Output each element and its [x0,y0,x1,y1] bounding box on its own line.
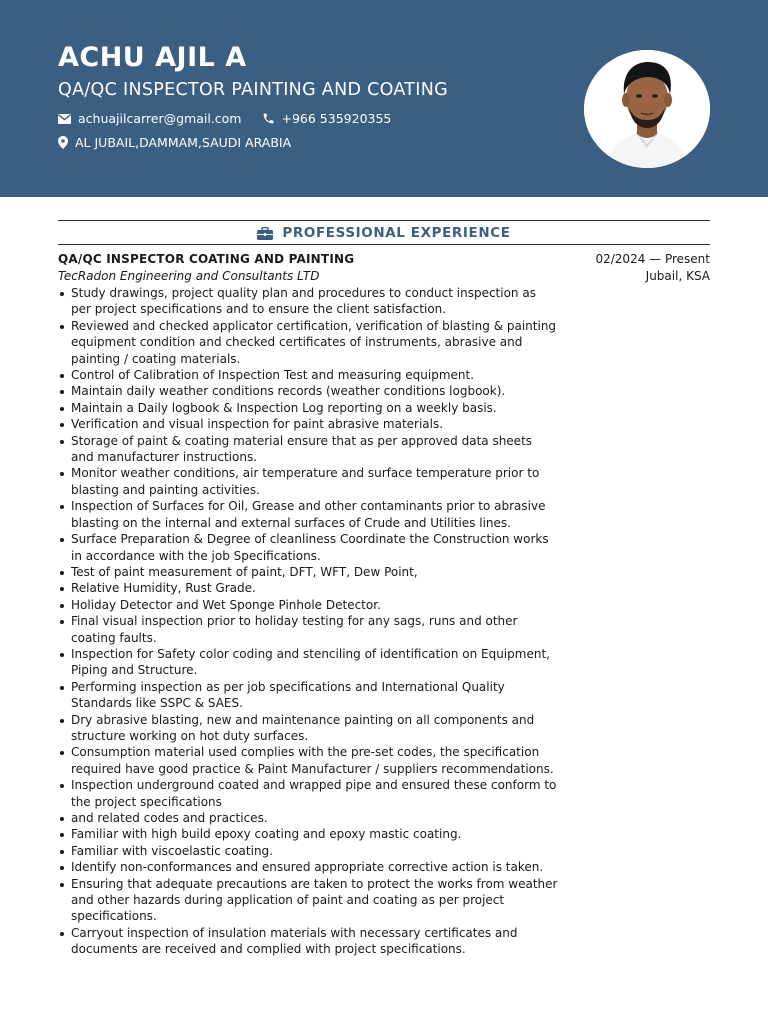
section-rule-bottom [58,244,710,245]
section-title-text: PROFESSIONAL EXPERIENCE [282,225,511,241]
list-item: Familiar with high build epoxy coating and epoxy mastic coating. [58,826,558,842]
list-item: Maintain daily weather conditions records (weather conditions logbook). [58,383,558,399]
list-item: Reviewed and checked applicator certification, verification of blasting & painting equipment condition and checked certificates of instruments, abrasive and painting / coating materials. [58,318,558,367]
section-rule-top [58,220,710,221]
list-item: Storage of paint & coating material ensure that as per approved data sheets and manufacturer instructions. [58,433,558,466]
header-banner [0,0,768,197]
avatar [584,50,710,168]
location-text: AL JUBAIL,DAMMAM,SAUDI ARABIA [75,135,292,150]
phone-icon [262,112,275,125]
section-heading [58,222,710,244]
list-item: Familiar with viscoelastic coating. [58,843,558,859]
phone-contact[interactable] [262,111,392,126]
profile-photo [584,50,710,168]
list-item: Control of Calibration of Inspection Test and measuring equipment. [58,367,558,383]
candidate-role: QA/QC INSPECTOR PAINTING AND COATING [58,80,448,100]
list-item: Identify non-conformances and ensured appropriate corrective action is taken. [58,859,558,875]
candidate-name: ACHU AJIL A [58,42,247,73]
briefcase-icon [257,227,273,240]
list-item: Test of paint measurement of paint, DFT, WFT, Dew Point, [58,564,558,580]
contact-row [58,111,391,126]
list-item: Ensuring that adequate precautions are taken to protect the works from weather and other hazards during application of paint and coating as per project specifications. [58,876,558,925]
list-item: Study drawings, project quality plan and procedures to conduct inspection as per project specifications and to ensure the client satisfaction. [58,285,558,318]
location-pin-icon [58,136,68,149]
email-text: achuajilcarrer@gmail.com [78,111,242,126]
list-item: Surface Preparation & Degree of cleanliness Coordinate the Construction works in accordance with the job Specifications. [58,531,558,564]
list-item: Monitor weather conditions, air temperature and surface temperature prior to blasting and painting activities. [58,465,558,498]
list-item: and related codes and practices. [58,810,558,826]
responsibility-list [58,285,558,958]
location-contact [58,135,291,150]
list-item: Inspection underground coated and wrapped pipe and ensured these conform to the project specifications [58,777,558,810]
list-item: Maintain a Daily logbook & Inspection Log reporting on a weekly basis. [58,400,558,416]
job-title: QA/QC INSPECTOR COATING AND PAINTING [58,252,355,266]
list-item: Relative Humidity, Rust Grade. [58,580,558,596]
mail-icon [58,114,71,124]
list-item: Carryout inspection of insulation materials with necessary certificates and documents are received and complied with project specifications. [58,925,558,958]
list-item: Final visual inspection prior to holiday testing for any sags, runs and other coating faults. [58,613,558,646]
list-item: Verification and visual inspection for paint abrasive materials. [58,416,558,432]
list-item: Holiday Detector and Wet Sponge Pinhole Detector. [58,597,558,613]
company-name: TecRadon Engineering and Consultants LTD [58,269,320,283]
location-row [58,135,291,150]
list-item: Dry abrasive blasting, new and maintenance painting on all components and structure working on hot duty surfaces. [58,712,558,745]
email-contact[interactable] [58,111,242,126]
list-item: Inspection for Safety color coding and stenciling of identification on Equipment, Piping and Structure. [58,646,558,679]
list-item: Inspection of Surfaces for Oil, Grease and other contaminants prior to abrasive blasting on the internal and external surfaces of Crude and Utilities lines. [58,498,558,531]
job-dates: 02/2024 — Present [595,252,710,266]
list-item: Performing inspection as per job specifications and International Quality Standards like SSPC & SAES. [58,679,558,712]
phone-text: +966 535920355 [281,111,392,126]
list-item: Consumption material used complies with the pre-set codes, the specification required have good practice & Paint Manufacturer / suppliers recommendations. [58,744,558,777]
job-location: Jubail, KSA [645,269,710,283]
